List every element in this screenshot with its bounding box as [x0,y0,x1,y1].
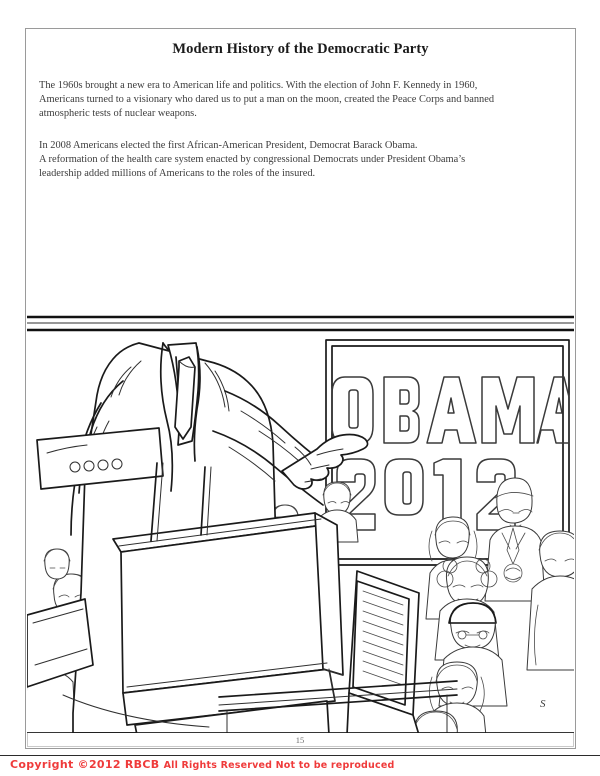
line-art-drawing [27,195,574,733]
paragraph-1-line-3: atmospheric tests of nuclear weapons. [39,108,197,120]
paragraph-1 [26,79,575,122]
paragraph-2-line-1: In 2008 Americans elected the first African-American President, Democrat Barack Obama. [39,139,418,151]
paragraph-2-line-3: leadership added millions of Americans to the roles of the insured. [39,168,316,180]
copyright-notice [10,758,395,771]
paragraph-2 [26,139,575,182]
header-text-area [26,29,575,197]
coloring-illustration [27,195,574,733]
artist-signature-mark: S [540,698,546,710]
paragraph-2-line-2: A reformation of the health care system enacted by congressional Democrats under President Obama’s [39,153,466,165]
footer-divider [0,755,600,756]
paragraph-1-line-2: Americans turned to a visionary who dared us to put a man on the moon, created the Peace Corps and banned [39,94,495,106]
copyright-rest: All Rights Reserved Not to be reproduced [163,760,395,771]
page-number: 15 [295,735,305,745]
copyright-main: Copyright ©2012 RBCB [10,758,160,771]
teleprompter-right [347,571,419,733]
podium-lectern [113,513,343,733]
page-title: Modern History of the Democratic Party [172,41,429,57]
paragraph-1-line-1: The 1960s brought a new era to American life and politics. With the election of John F. Kennedy in 1960, [39,80,478,91]
